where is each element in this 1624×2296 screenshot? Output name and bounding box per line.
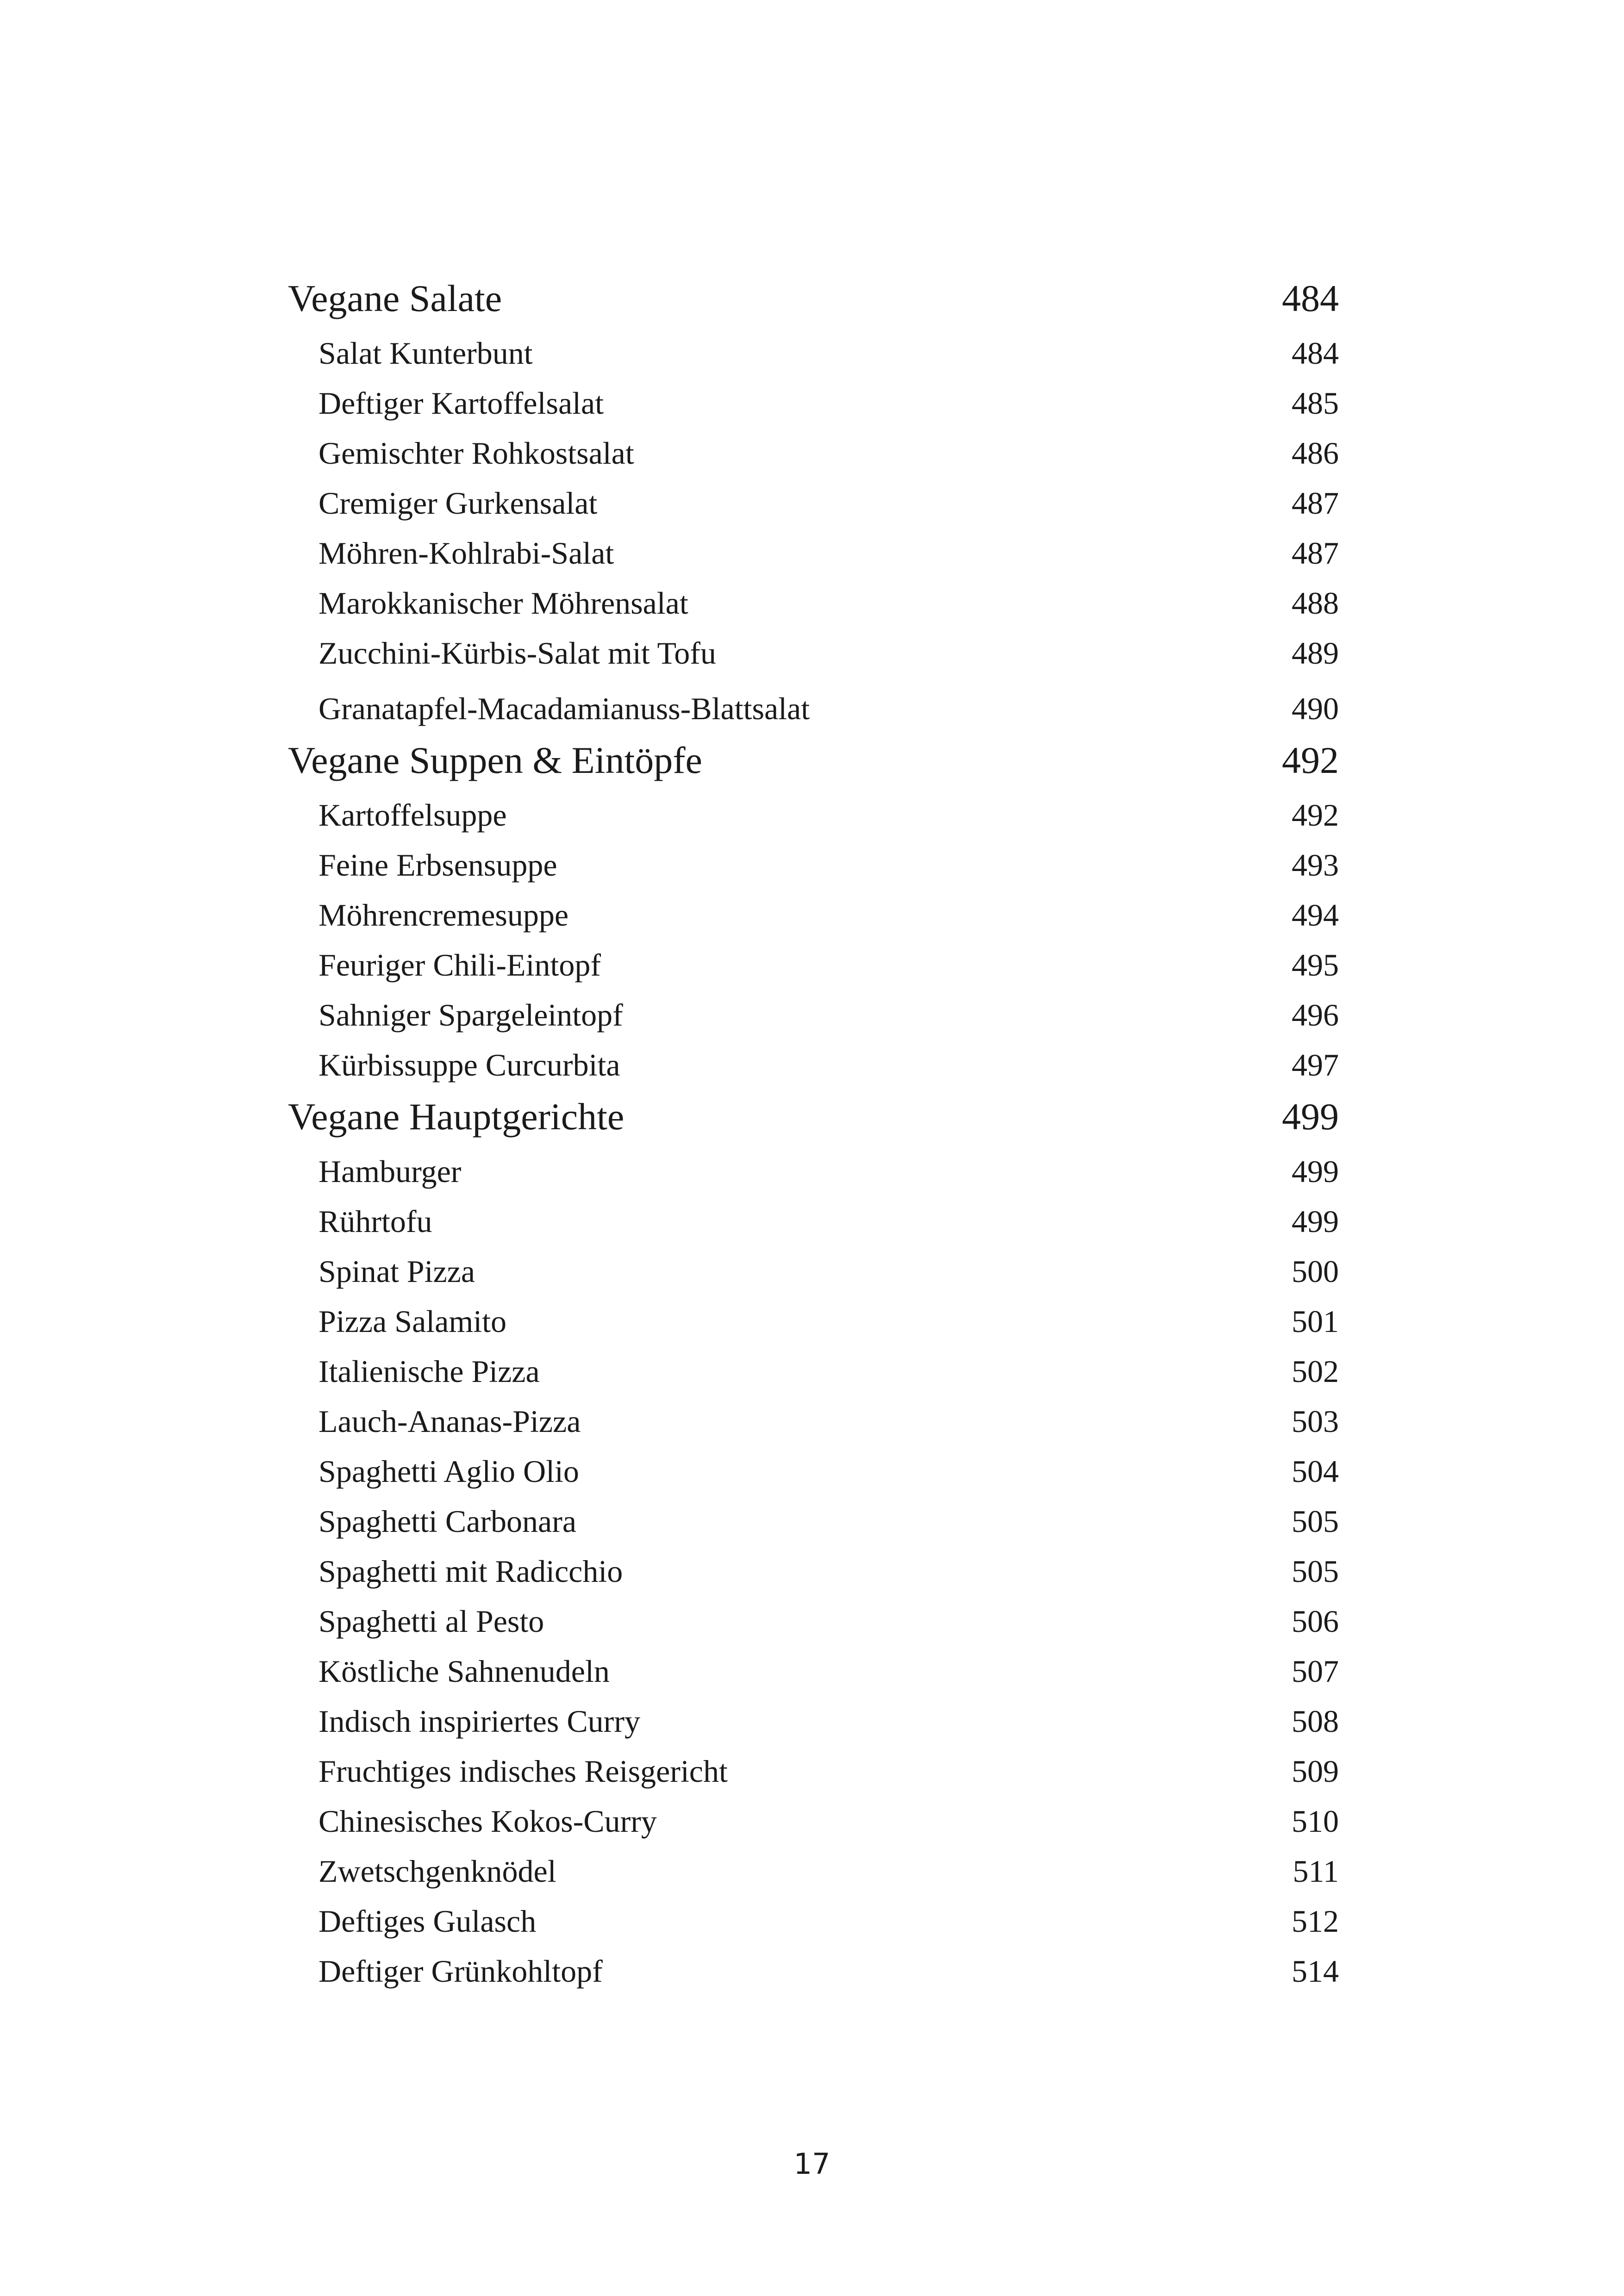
section-page-number: 492 xyxy=(1282,739,1339,781)
toc-entry xyxy=(0,1454,1624,1489)
toc-entry xyxy=(0,1504,1624,1539)
toc-entry xyxy=(0,1704,1624,1739)
entry-page-number: 499 xyxy=(1292,1204,1339,1239)
toc-entry xyxy=(0,436,1624,471)
entry-page-number: 487 xyxy=(1292,485,1339,521)
entry-page-number: 488 xyxy=(1292,585,1339,621)
toc-entry xyxy=(0,1804,1624,1839)
entry-page-number: 508 xyxy=(1292,1704,1339,1739)
entry-page-number: 510 xyxy=(1292,1804,1339,1839)
entry-title: Deftiger Grünkohltopf xyxy=(319,1954,603,1989)
entry-page-number: 485 xyxy=(1292,386,1339,421)
entry-page-number: 493 xyxy=(1292,847,1339,883)
entry-title: Spaghetti al Pesto xyxy=(319,1604,544,1639)
entry-title: Kürbissuppe Curcurbita xyxy=(319,1047,620,1083)
entry-title: Marokkanischer Möhrensalat xyxy=(319,585,688,621)
entry-title: Fruchtiges indisches Reisgericht xyxy=(319,1754,728,1789)
entry-title: Cremiger Gurkensalat xyxy=(319,485,598,521)
entry-title: Kartoffelsuppe xyxy=(319,797,507,833)
entry-title: Spaghetti Carbonara xyxy=(319,1504,577,1539)
entry-page-number: 495 xyxy=(1292,947,1339,983)
entry-page-number: 500 xyxy=(1292,1254,1339,1289)
entry-page-number: 506 xyxy=(1292,1604,1339,1639)
entry-page-number: 486 xyxy=(1292,436,1339,471)
entry-title: Sahniger Spargeleintopf xyxy=(319,997,623,1033)
entry-title: Granatapfel-Macadamianuss-Blattsalat xyxy=(319,691,810,726)
entry-title: Lauch-Ananas-Pizza xyxy=(319,1404,581,1439)
entry-page-number: 504 xyxy=(1292,1454,1339,1489)
toc-entry xyxy=(0,1154,1624,1189)
toc-entry xyxy=(0,1754,1624,1789)
entry-page-number: 502 xyxy=(1292,1354,1339,1389)
entry-title: Chinesisches Kokos-Curry xyxy=(319,1804,657,1839)
entry-title: Zwetschgenknödel xyxy=(319,1854,556,1889)
entry-page-number: 501 xyxy=(1292,1304,1339,1339)
entry-page-number: 512 xyxy=(1292,1904,1339,1939)
entry-page-number: 499 xyxy=(1292,1154,1339,1189)
entry-page-number: 490 xyxy=(1292,691,1339,726)
section-title: Vegane Suppen & Eintöpfe xyxy=(288,739,702,781)
entry-title: Spinat Pizza xyxy=(319,1254,475,1289)
entry-title: Köstliche Sahnenudeln xyxy=(319,1654,610,1689)
toc-entry xyxy=(0,1204,1624,1239)
entry-page-number: 496 xyxy=(1292,997,1339,1033)
entry-title: Gemischter Rohkostsalat xyxy=(319,436,634,471)
toc-section-heading xyxy=(0,739,1624,781)
entry-title: Rührtofu xyxy=(319,1204,432,1239)
entry-title: Spaghetti Aglio Olio xyxy=(319,1454,579,1489)
section-title: Vegane Salate xyxy=(288,277,502,319)
toc-entry xyxy=(0,535,1624,571)
toc-entry xyxy=(0,1554,1624,1589)
entry-page-number: 497 xyxy=(1292,1047,1339,1083)
entry-page-number: 489 xyxy=(1292,635,1339,671)
toc-entry xyxy=(0,1604,1624,1639)
entry-page-number: 511 xyxy=(1293,1854,1339,1889)
entry-page-number: 494 xyxy=(1292,897,1339,933)
toc-entry xyxy=(0,1904,1624,1939)
page-number: 17 xyxy=(793,2147,831,2181)
entry-title: Spaghetti mit Radicchio xyxy=(319,1554,623,1589)
toc-entry xyxy=(0,1654,1624,1689)
section-page-number: 484 xyxy=(1282,277,1339,319)
entry-title: Pizza Salamito xyxy=(319,1304,507,1339)
entry-title: Italienische Pizza xyxy=(319,1354,540,1389)
toc-entry xyxy=(0,1404,1624,1439)
entry-page-number: 509 xyxy=(1292,1754,1339,1789)
entry-title: Hamburger xyxy=(319,1154,462,1189)
entry-page-number: 487 xyxy=(1292,535,1339,571)
toc-entry xyxy=(0,1304,1624,1339)
entry-title: Deftiger Kartoffelsalat xyxy=(319,386,604,421)
entry-page-number: 484 xyxy=(1292,336,1339,371)
toc-entry xyxy=(0,386,1624,421)
entry-title: Möhrencremesuppe xyxy=(319,897,569,933)
entry-page-number: 514 xyxy=(1292,1954,1339,1989)
entry-page-number: 507 xyxy=(1292,1654,1339,1689)
entry-title: Deftiges Gulasch xyxy=(319,1904,537,1939)
entry-page-number: 503 xyxy=(1292,1404,1339,1439)
section-page-number: 499 xyxy=(1282,1095,1339,1138)
entry-page-number: 492 xyxy=(1292,797,1339,833)
entry-title: Indisch inspiriertes Curry xyxy=(319,1704,640,1739)
entry-title: Salat Kunterbunt xyxy=(319,336,533,371)
toc-entry xyxy=(0,1854,1624,1889)
toc-entry xyxy=(0,336,1624,371)
entry-title: Feuriger Chili-Eintopf xyxy=(319,947,601,983)
entry-page-number: 505 xyxy=(1292,1554,1339,1589)
entry-title: Zucchini-Kürbis-Salat mit Tofu xyxy=(319,635,716,671)
toc-entry xyxy=(0,1954,1624,1989)
toc-entry xyxy=(0,485,1624,521)
entry-page-number: 505 xyxy=(1292,1504,1339,1539)
entry-title: Feine Erbsensuppe xyxy=(319,847,557,883)
section-title: Vegane Hauptgerichte xyxy=(288,1095,625,1138)
toc-entry xyxy=(0,1354,1624,1389)
toc-entry xyxy=(0,585,1624,621)
entry-title: Möhren-Kohlrabi-Salat xyxy=(319,535,614,571)
toc-entry xyxy=(0,1254,1624,1289)
